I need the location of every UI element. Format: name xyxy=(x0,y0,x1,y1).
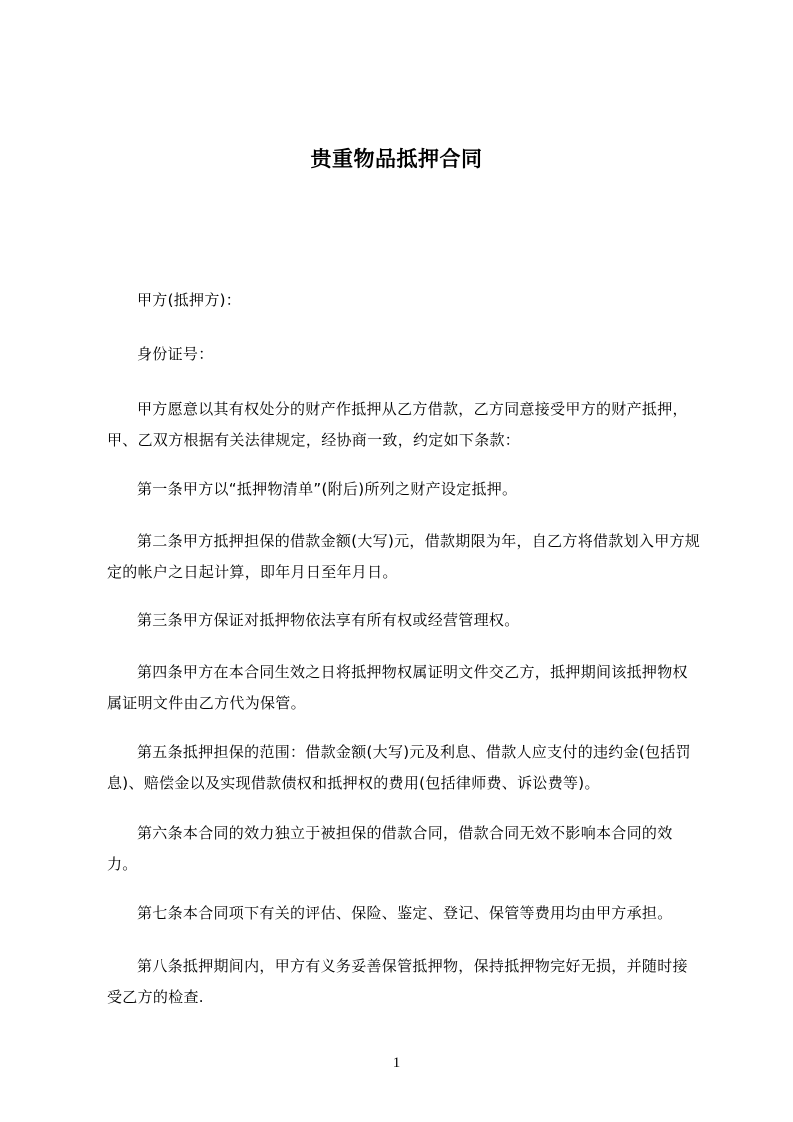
id-number-line: 身份证号： xyxy=(137,345,214,363)
article-1: 第一条甲方以“抵押物清单”(附后)所列之财产设定抵押。 xyxy=(137,480,518,498)
article-3: 第三条甲方保证对抵押物依法享有所有权或经营管理权。 xyxy=(137,611,520,629)
article-4: 第四条甲方在本合同生效之日将抵押物权属证明文件交乙方，抵押期间该抵押物权属证明文件由乙方代为保管。 xyxy=(107,663,688,712)
article-6: 第六条本合同的效力独立于被担保的借款合同，借款合同无效不影响本合同的效力。 xyxy=(107,824,673,873)
preamble-paragraph: 甲方愿意以其有权处分的财产作抵押从乙方借款，乙方同意接受甲方的财产抵押，甲、乙双方根据有关法律规定，经协商一致，约定如下条款： xyxy=(107,400,688,449)
page-number: 1 xyxy=(392,1055,401,1071)
article-8: 第八条抵押期间内，甲方有义务妥善保管抵押物，保持抵押物完好无损，并随时接受乙方的检查. xyxy=(107,957,688,1006)
article-5: 第五条抵押担保的范围：借款金额(大写)元及利息、借款人应支付的违约金(包括罚息)、赔偿金以及实现借款债权和抵押权的费用(包括律师费、诉讼费等)。 xyxy=(107,743,691,792)
article-2: 第二条甲方抵押担保的借款金额(大写)元，借款期限为年，自乙方将借款划入甲方规定的帐户之日起计算，即年月日至年月日。 xyxy=(107,532,701,581)
document-title: 贵重物品抵押合同 xyxy=(310,147,483,171)
article-7: 第七条本合同项下有关的评估、保险、鉴定、登记、保管等费用均由甲方承担。 xyxy=(137,904,673,922)
party-a-line: 甲方(抵押方)： xyxy=(137,291,242,309)
